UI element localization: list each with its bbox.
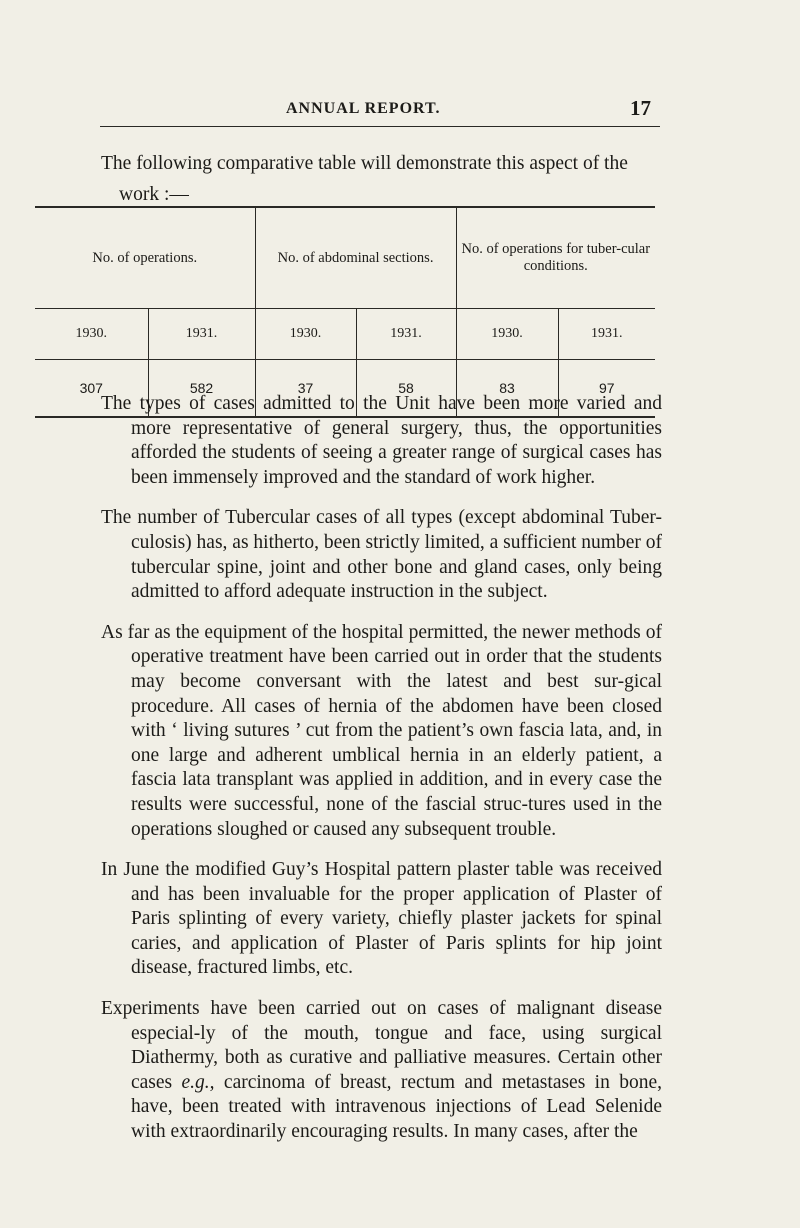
body-text <box>101 392 662 1161</box>
year-cell: 1931. <box>356 309 456 360</box>
paragraph-tubercular: The number of Tubercular cases of all types (except abdominal Tuber-culosis) has, as hitherto, been strictly limited, a sufficient number of tubercular spine, joint and other bone and gland cases, only being admitted to afford adequate instruction in the subject. <box>101 507 662 603</box>
running-header <box>0 96 800 126</box>
running-title: ANNUAL REPORT. <box>286 100 441 117</box>
intro-paragraph <box>101 148 661 210</box>
value-cell: 582 <box>148 360 255 418</box>
header-abdominal-sections: No. of abdominal sections. <box>255 207 456 309</box>
paragraph-types: The types of cases admitted to the Unit have been more varied and more representative of general surgery, thus, the opportunities afforded the students of seeing a greater range of surgical cases has been immensely improved and the standard of work higher. <box>101 393 662 488</box>
year-cell: 1930. <box>255 309 356 360</box>
table-year-row <box>35 309 655 360</box>
value-cell: 307 <box>35 360 148 418</box>
experiments-text-italic: e.g., <box>181 1071 215 1093</box>
experiments-text-start: Experiments have been carried out on cases of malignant disease especial-ly of the mouth, tongue and face, using surgical Diathermy, both as curative and palliative measures. Certain other cases <box>101 998 662 1093</box>
year-cell: 1931. <box>148 309 255 360</box>
year-cell: 1931. <box>558 309 655 360</box>
value-cell: 83 <box>456 360 558 418</box>
comparative-table <box>35 206 655 418</box>
value-cell: 58 <box>356 360 456 418</box>
header-operations: No. of operations. <box>35 207 255 309</box>
table-group-header-row <box>35 207 655 309</box>
year-cell: 1930. <box>35 309 148 360</box>
paragraph-equipment: As far as the equipment of the hospital permitted, the newer methods of operative treatment have been carried out in order that the students may become conversant with the latest and best sur-gical procedure. All cases of hernia of the abdomen have been closed with ‘ living sutures ’ cut from the patient’s own fascia lata, and, in one large and adherent umblical hernia in an elderly patient, a fascia lata transplant was applied in addition, and in every case the results were successful, none of the fascial struc-tures used in the operations sloughed or caused any subsequent trouble. <box>101 621 662 840</box>
header-rule <box>100 126 660 127</box>
value-cell: 97 <box>558 360 655 418</box>
paragraph-experiments <box>101 997 662 1145</box>
year-cell: 1930. <box>456 309 558 360</box>
value-cell: 37 <box>255 360 356 418</box>
header-tubercular-operations: No. of operations for tuber-cular conditions. <box>456 207 655 309</box>
intro-text: The following comparative table will demonstrate this aspect of the work :— <box>101 153 628 205</box>
experiments-text-end: carcinoma of breast, rectum and metastases in bone, have, been treated with intravenous injections of Lead Selenide with extraordinarily encouraging results. In many cases, after the <box>131 1071 662 1143</box>
page-number: 17 <box>630 96 651 120</box>
paragraph-plaster: In June the modified Guy’s Hospital pattern plaster table was received and has been invaluable for the proper application of Plaster of Paris splinting of every variety, chiefly plaster jackets for spinal caries, and application of Plaster of Paris splints for hip joint disease, fractured limbs, etc. <box>101 859 662 979</box>
